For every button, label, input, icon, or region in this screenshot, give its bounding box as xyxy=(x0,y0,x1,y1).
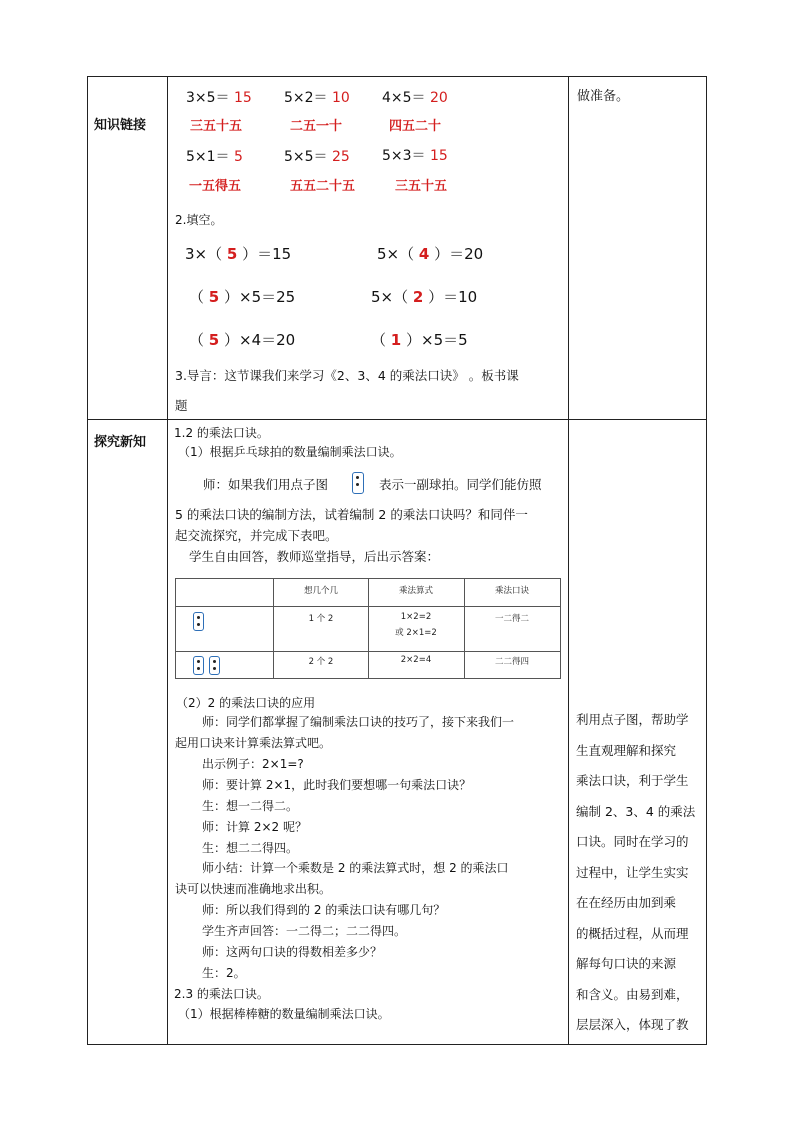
multiplication-rhyme: 一五得五 xyxy=(189,179,242,194)
body-text: 师：同学们都掌握了编制乘法口诀的技巧了，接下来我们一 xyxy=(202,715,515,729)
body-text: 学生自由回答，教师巡堂指导，后出示答案： xyxy=(189,549,440,564)
row1-note: 做准备。 xyxy=(577,89,630,104)
body-text: 生：想一二得二。 xyxy=(202,799,299,813)
body-text: 生：想二二得四。 xyxy=(202,841,299,855)
multiplication-rhyme: 五五二十五 xyxy=(290,179,356,194)
table-cell: 2×2=4 xyxy=(400,655,432,665)
body-text: 师：计算 2×2 呢？ xyxy=(202,820,307,834)
row-label-explore: 探究新知 xyxy=(94,435,147,450)
table-header: 乘法算式 xyxy=(398,586,433,596)
dot-racket-icon xyxy=(193,612,204,635)
body-text: 起交流探究，并完成下表吧。 xyxy=(175,528,338,543)
body-text: 出示例子：2×1=? xyxy=(202,757,304,771)
fill-blank: 5×（ 4 ）＝20 xyxy=(377,245,484,263)
body-text: （1）根据棒棒糖的数量编制乘法口诀。 xyxy=(178,1007,390,1021)
table-cell: 2 个 2 xyxy=(308,657,334,667)
fill-blank: 5×（ 2 ）＝10 xyxy=(371,288,478,306)
body-text: 5 的乘法口诀的编制方法，试着编制 2 的乘法口诀吗？和同伴一 xyxy=(175,507,528,522)
body-text: 师：这两句口诀的得数相差多少？ xyxy=(202,945,383,959)
table-cell: 一二得二 xyxy=(494,614,529,624)
intro-text: 题 xyxy=(175,398,188,413)
body-text: 诀可以快速而准确地求出积。 xyxy=(175,882,332,896)
fill-blank: 3×（ 5 ）＝15 xyxy=(185,245,292,263)
intro-text: 3.导言：这节课我们来学习《2、3、4 的乘法口诀》 。板书课 xyxy=(175,368,519,383)
column-divider xyxy=(167,77,168,1044)
table-cell: 1 个 2 xyxy=(308,614,334,624)
dot-racket-icon xyxy=(193,656,220,679)
column-divider xyxy=(568,77,569,1044)
equation: 5×3＝ 15 xyxy=(382,148,448,164)
table-header: 乘法口诀 xyxy=(494,586,529,596)
section-heading: 2.3 的乘法口诀。 xyxy=(174,987,269,1001)
table-cell: 二二得四 xyxy=(494,657,529,667)
body-text: 表示一副球拍。同学们能仿照 xyxy=(379,477,542,492)
multiplication-rhyme: 四五二十 xyxy=(389,119,442,134)
row-divider xyxy=(88,419,706,420)
body-text: 生：2。 xyxy=(202,966,246,980)
body-text: 起用口诀来计算乘法算式吧。 xyxy=(175,736,332,750)
section-heading: 1.2 的乘法口诀。 xyxy=(174,426,269,440)
body-text: （2）2 的乘法口诀的应用 xyxy=(176,696,316,710)
table-cell: 1×2=2 xyxy=(400,612,432,622)
body-text: 师小结：计算一个乘数是 2 的乘法算式时，想 2 的乘法口 xyxy=(202,861,509,875)
dot-racket-icon xyxy=(352,472,364,498)
equation: 4×5＝ 20 xyxy=(382,90,448,106)
equation: 5×1＝ 5 xyxy=(186,149,243,165)
multiplication-rhyme: 三五十五 xyxy=(190,119,243,134)
body-text: 师：如果我们用点子图 xyxy=(203,477,329,492)
table-header: 想几个几 xyxy=(303,586,338,596)
teaching-note: 利用点子图，帮助学 生直观理解和探究 乘法口诀，利于学生 编制 2、3、4 的乘法 口诀。同时在学习的 过程中，让学生实实 在在经历由加到乘 的概括过程，从而理 解每句口诀的来源 和含义。由易到难， 层层深入，体现了教 xyxy=(576,712,696,1032)
fill-blank: （ 5 ）×5＝25 xyxy=(189,288,296,306)
body-text: 师：要计算 2×1，此时我们要想哪一句乘法口诀？ xyxy=(202,778,472,792)
equation: 3×5＝ 15 xyxy=(186,90,252,106)
row-label-knowledge: 知识链接 xyxy=(94,118,147,133)
multiplication-rhyme: 二五一十 xyxy=(290,119,343,134)
fill-blank: （ 1 ）×5＝5 xyxy=(371,331,468,349)
fill-in-title: 2.填空。 xyxy=(175,213,223,227)
body-text: 学生齐声回答：一二得二；二二得四。 xyxy=(202,924,407,938)
body-text: 师：所以我们得到的 2 的乘法口诀有哪几句？ xyxy=(202,903,446,917)
table-cell: 或 2×1=2 xyxy=(395,628,437,638)
fill-blank: （ 5 ）×4＝20 xyxy=(189,331,296,349)
body-text: （1）根据乒乓球拍的数量编制乘法口诀。 xyxy=(178,445,402,459)
equation: 5×5＝ 25 xyxy=(284,149,350,165)
multiplication-rhyme: 三五十五 xyxy=(395,179,448,194)
equation: 5×2＝ 10 xyxy=(284,90,350,106)
